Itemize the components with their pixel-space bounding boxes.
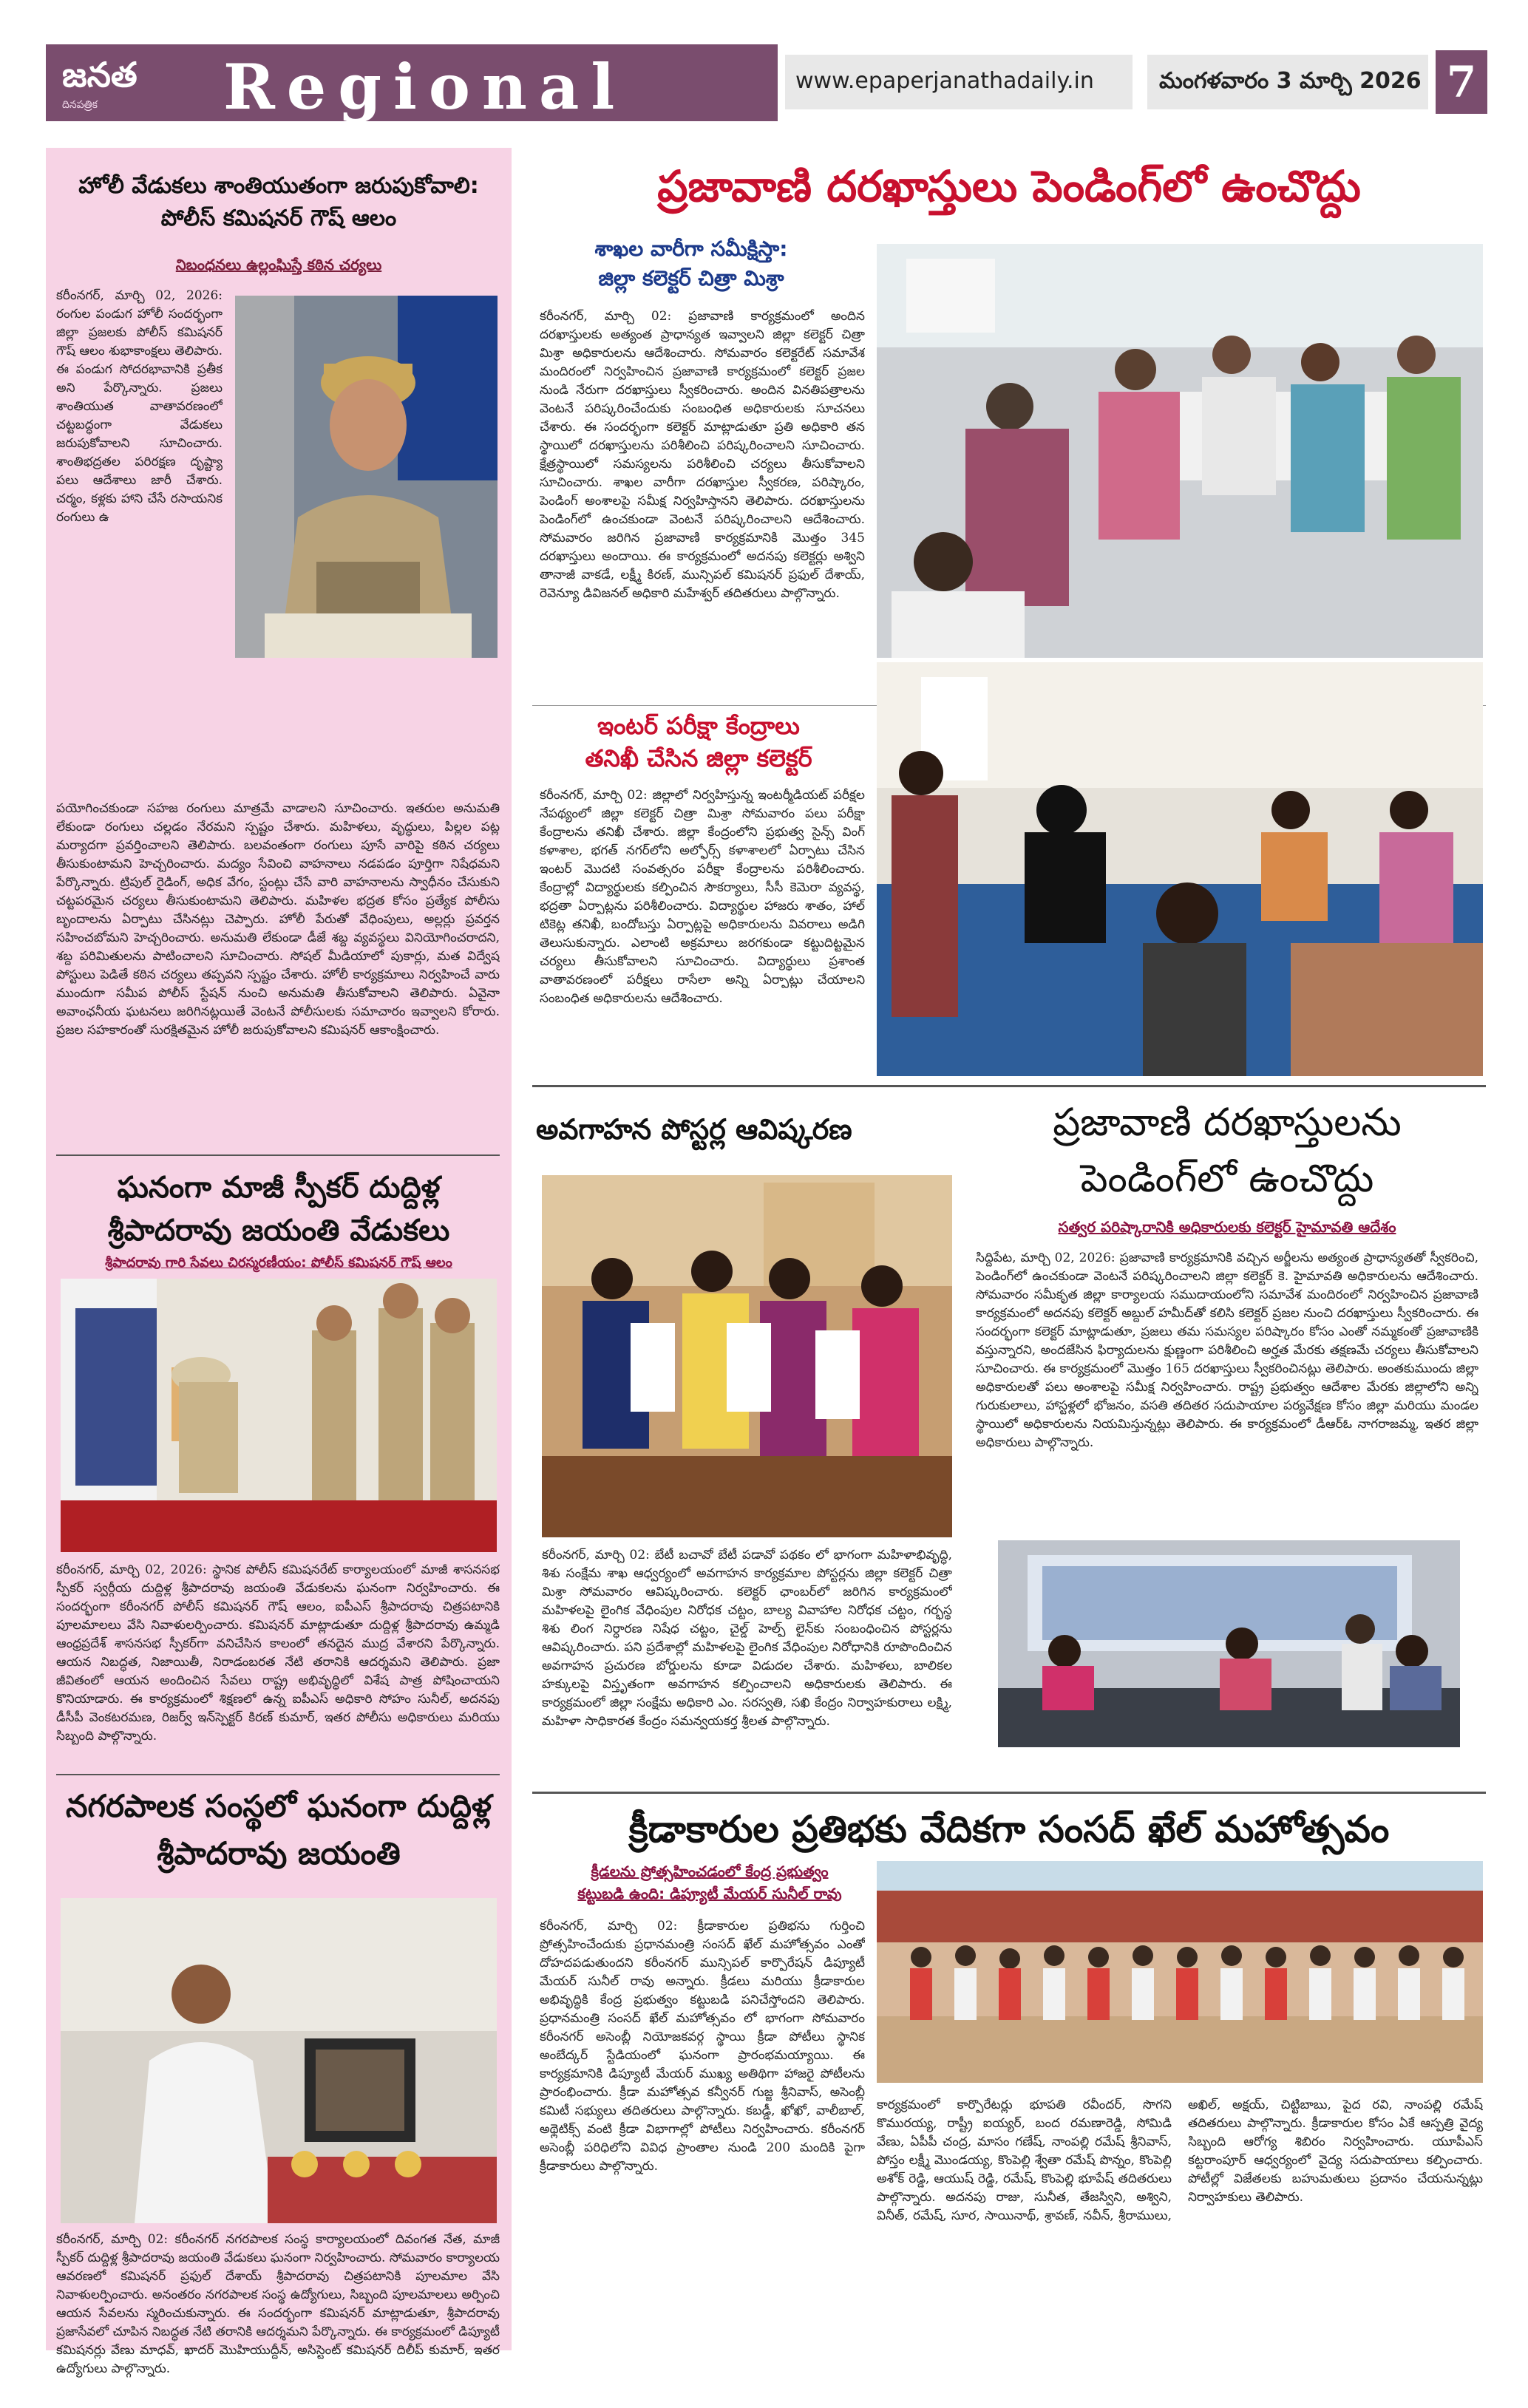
poster-launch-photo <box>542 1175 952 1537</box>
commissioner-photo <box>235 296 498 658</box>
khel-body-right: కార్యక్రమంలో కార్పొరేటర్లు భూపతి రవీందర్, సొగని కొమురయ్య, రాష్ట్రీ ఐయ్యర్, బంద రమణారెడ్డి, సోమిడి వేణు, ఏపీపీ చంద్ర, మాసం గణేష్, నాంపల్లి రమేష్ శ్రీనివాస్, పోస్తం లక్ష్మీ మొండయ్య, కొంపెల్లి శ్వేతా రమేష్ పొన్నం, కొంపెల్లి అశోక్ రెడ్డి, ఆయుష్ రెడ్డి, రమేష్, కొంపెల్లి భూపేష్ తదితరులు పాల్గొన్నారు. అదనపు రాజు, సునీత, తేజస్విని, అశ్విని, వినీత్, రమేష్, సూర, సాయినాథ్, శ్రావణ్, నవీన్, శ్రీరాములు, అఖిల్, అక్షయ్, చిట్టిబాబు, పైద రవి, నాంపల్లి రమేష్ తదితరులు పాల్గొన్నారు. క్రీడాకారుల కోసం ఏకే ఆస్పత్రి వైద్య సిబ్బంది ఆరోగ్య శిబిరం నిర్వహించారు. యూపీఎస్ కట్టరాంపూర్ ఆధ్వర్యంలో వైద్య సదుపాయాలు కల్పించారు. పోటీల్లో విజేతలకు బహుమతులు ప్రదానం చేయనున్నట్లు నిర్వాహకులు తెలిపారు. <box>877 2098 1483 2223</box>
jayanti-photo <box>61 1279 497 1552</box>
divider <box>532 1085 1486 1087</box>
prajavani-photo <box>877 244 1483 658</box>
section-bar <box>201 44 778 121</box>
municipal-headline: నగరపాలక సంస్థలో ఘనంగా దుద్దిళ్ల శ్రీపాదరావు జయంతి <box>65 1788 492 1871</box>
url-box <box>785 55 1133 109</box>
municipal-photo <box>61 1898 497 2223</box>
page-number: 7 <box>1436 50 1487 114</box>
logo-text: జనత <box>62 55 137 95</box>
logo-subtitle: దినపత్రిక <box>62 99 98 111</box>
holi-headline: హోలీ వేడుకలు శాంతియుతంగా జరుపుకోవాలి: పోలీస్ కమిషనర్ గౌష్ ఆలం <box>78 173 479 231</box>
siddipet-headline-1: ప్రజావాణి దరఖాస్తులను <box>1053 1101 1402 1145</box>
logo <box>46 44 201 121</box>
issue-date: మంగళవారం 3 మార్చి 2026 <box>1159 68 1422 94</box>
prajavani-headline: ప్రజావాణి దరఖాస్తులు పెండింగ్‌లో ఉంచొద్దు <box>657 161 1361 211</box>
holi-subhead: నిబంధనలు ఉల్లంఘిస్తే కఠిన చర్యలు <box>175 256 382 273</box>
khel-group-photo <box>877 1861 1483 2083</box>
prajavani-body: కరీంనగర్, మార్చి 02: ప్రజావాణి కార్యక్రమంలో అందిన దరఖాస్తులకు అత్యంత ప్రాధాన్యత ఇవ్వాలని జిల్లా కలెక్టర్ చిత్రా మిశ్రా అధికారులను ఆదేశించారు. సోమవారం కలెక్టరేట్ సమావేశ మందిరంలో నిర్వహించిన ప్రజావాణి కార్యక్రమంలో కలెక్టర్ ప్రజల నుండి నేరుగా దరఖాస్తులు స్వీకరించారు. అందిన వినతిపత్రాలను వెంటనే పరిష్కరించేందుకు సంబంధిత అధికారులకు సూచనలు చేశారు. ఈ సందర్భంగా కలెక్టర్ మాట్లాడుతూ ప్రతి అధికారి తన స్థాయిలో దరఖాస్తులను పరిశీలించి పరిష్కరించాలని సూచించారు. క్షేత్రస్థాయిలో సమస్యలను పరిశీలించి చర్యలు తీసుకోవాలని సూచించారు. శాఖల వారీగా దరఖాస్తుల స్వీకరణ, పరిష్కారం, పెండింగ్ అంశాలపై సమీక్ష నిర్వహిస్తానని తెలిపారు. దరఖాస్తులను పెండింగ్‌లో ఉంచకుండా వెంటనే పరిష్కరించాలని ఆదేశించారు. సోమవారం జరిగిన ప్రజావాణి కార్యక్రమానికి మొత్తం 345 దరఖాస్తులు అందాయి. ఈ కార్యక్రమంలో అదనపు కలెక్టర్లు అశ్విని తానాజీ వాకడే, లక్ష్మీ కిరణ్, మున్సిపల్ కమిషనర్ ప్రఫుల్ దేశాయ్, రెవెన్యూ డివిజనల్ అధికారి మహేశ్వర్ తదితరులు పాల్గొన్నారు. <box>540 309 865 601</box>
prajavani-subhead-1: శాఖల వారీగా సమీక్షిస్తా: <box>594 237 788 261</box>
left-column <box>46 148 512 2376</box>
holi-body: పయోగించకుండా సహజ రంగులు మాత్రమే వాడాలని సూచించారు. ఇతరుల అనుమతి లేకుండా రంగులు చల్లడం నేరమని స్పష్టం చేశారు. మహిళలు, వృద్ధులు, పిల్లల పట్ల మర్యాదగా ప్రవర్తించాలని తెలిపారు. బలవంతంగా రంగులు పూసే వారిపై కఠిన చర్యలు తీసుకుంటామని హెచ్చరించారు. మద్యం సేవించి వాహనాలు నడపడం పూర్తిగా నిషేధమని పేర్కొన్నారు. ట్రిపుల్ రైడింగ్, అధిక వేగం, స్టంట్లు చేసే వారి వాహనాలను స్వాధీనం చేసుకుని చట్టపరమైన చర్యలు తీసుకుంటామని తెలిపారు. మహిళల భద్రత కోసం ప్రత్యేక పోలీసు బృందాలను ఏర్పాటు చేసినట్లు చెప్పారు. హోలీ పేరుతో వేధింపులు, అల్లర్లు ప్రవర్తన సహించబోమని హెచ్చరించారు. అనుమతి లేకుండా డీజే శబ్ద వ్యవస్థలు వినియోగించరాదని, శబ్ద పరిమితులను పాటించాలని సూచించారు. సోషల్ మీడియాలో పుకార్లు, మత విద్వేష పోస్టులు పెడితే కఠిన చర్యలు తప్పవని స్పష్టం చేశారు. హోలీ కార్యక్రమాలు నిర్వహించే వారు ముందుగా సమీప పోలీస్ స్టేషన్ నుంచి అనుమతి తీసుకోవాలని తెలిపారు. ఏవైనా అవాంఛనీయ ఘటనలు జరిగినట్లయితే వెంటనే పోలీసులకు సమాచారం ఇవ్వాలని కోరారు. ప్రజల సహకారంతో సురక్షితమైన హోలీ జరుపుకోవాలని కమిషనర్ ఆకాంక్షించారు. <box>56 801 500 1038</box>
jayanti-body: కరీంనగర్, మార్చి 02, 2026: స్థానిక పోలీస్ కమిషనరేట్ కార్యాలయంలో మాజీ శాసనసభ స్పీకర్ స్వర్గీయ దుద్దిళ్ల శ్రీపాదరావు జయంతి వేడుకలను ఘనంగా నిర్వహించారు. ఈ సందర్భంగా కరీంనగర్ పోలీస్ కమిషనర్ గౌష్ ఆలం, ఐపీఎస్ శ్రీపాదరావు చిత్రపటానికి పూలమాలలు వేసి నివాళులర్పించారు. కమిషనర్ మాట్లాడుతూ దుద్దిళ్ల శ్రీపాదరావు ఉమ్మడి ఆంధ్రప్రదేశ్ శాసనసభ స్పీకర్‌గా వనిచేసిన కాలంలో తనదైన ముద్ర వేశారని పేర్కొన్నారు. ఆయన నిబద్ధత, నిజాయితీ, నిరాడంబరత నేటి తరానికి ఆదర్శమని తెలిపారు. ప్రజా జీవితంలో ఆయన అందించిన సేవలు రాష్ట్ర అభివృద్ధిలో విశేష పాత్ర పోషించాయని కొనియాడారు. ఈ కార్యక్రమంలో శిక్షణలో ఉన్న ఐపీఎస్ అధికారి సోహం సునీల్, అదనపు డీసీపీ వెంకటరమణ, రిజర్వ్ ఇన్‌స్పెక్టర్ కిరణ్ కుమార్, ఇతర పోలీసు అధికారులు మరియు సిబ్బంది పాల్గొన్నారు. <box>56 1562 500 1744</box>
khel-subhead-1: క్రీడలను ప్రోత్సహించడంలో కేంద్ర ప్రభుత్వం <box>591 1863 829 1880</box>
jayanti-subhead: శ్రీపాదరావు గారి సేవలు చిరస్మరణీయం: పోలీస్ కమిషనర్ గౌష్ ఆలం <box>105 1255 452 1271</box>
divider <box>532 1792 1486 1794</box>
inter-headline-1: ఇంటర్ పరీక్షా కేంద్రాలు <box>597 712 800 740</box>
holi-body-side: కరీంనగర్, మార్చి 02, 2026: రంగుల పండుగ హోలీ సందర్భంగా జిల్లా ప్రజలకు పోలీస్ కమిషనర్ గౌష్ ఆలం శుభాకాంక్షలు తెలిపారు. ఈ పండుగ సోదరభావానికి ప్రతీక అని పేర్కొన్నారు. ప్రజలు శాంతియుత వాతావరణంలో చట్టబద్ధంగా వేడుకలు జరుపుకోవాలని సూచించారు. శాంతిభద్రతల పరిరక్షణ దృష్ట్యా పలు ఆదేశాలు జారీ చేశారు. చర్మం, కళ్లకు హాని చేసే రసాయనిక రంగులు ఉ <box>56 288 223 525</box>
siddipet-headline-2: పెండింగ్‌లో ఉంచొద్దు <box>1080 1157 1374 1201</box>
prajavani-subhead-2: జిల్లా కలెక్టర్ చిత్రా మిశ్రా <box>598 266 784 290</box>
masthead <box>46 44 1487 121</box>
divider <box>56 1774 500 1775</box>
exam-hall-photo <box>877 662 1483 1076</box>
khel-subhead-2: కట్టుబడి ఉంది: డిప్యూటీ మేయర్ సునీల్ రావు <box>577 1885 842 1902</box>
inter-headline-2: తనిఖీ చేసిన జిల్లా కలెక్టర్ <box>585 744 812 772</box>
jayanti-headline: ఘనంగా మాజీ స్పీకర్ దుద్దిళ్ల శ్రీపాదరావు జయంతి వేడుకలు <box>107 1171 450 1248</box>
siddipet-body: సిద్దిపేట, మార్చి 02, 2026: ప్రజావాణి కార్యక్రమానికి వచ్చిన అర్జీలను అత్యంత ప్రాధాన్యతతో స్వీకరించి, పెండింగ్‌లో ఉంచకుండా వెంటనే పరిష్కరించాలని జిల్లా కలెక్టర్ కె. హైమావతి అధికారులను ఆదేశించారు. సోమవారం సమీకృత జిల్లా కార్యాలయ సముదాయంలోని సమావేశ మందిరంలో నిర్వహించిన ప్రజావాణి కార్యక్రమంలో అదనపు కలెక్టర్ అబ్దుల్ హమీద్‌తో కలిసి కలెక్టర్ ప్రజల నుంచి దరఖాస్తులు స్వీకరించారు. ఈ సందర్భంగా కలెక్టర్ మాట్లాడుతూ, ప్రజలు తమ సమస్యల పరిష్కారం కోసం ఎంతో నమ్మకంతో ప్రజావాణికి వస్తున్నారని, అందజేసిన ఫిర్యాదులను క్షుణ్ణంగా పరిశీలించి అర్హత మేరకు తక్షణమే చర్యలు తీసుకోవాలని సూచించారు. ఈ కార్యక్రమంలో మొత్తం 165 దరఖాస్తులు స్వీకరించినట్లు తెలిపారు. అంతకుముందు జిల్లా అధికారులతో పలు అంశాలపై సమీక్ష నిర్వహించారు. రాష్ట్ర ప్రభుత్వం ఆదేశాల మేరకు జిల్లాలోని అన్ని గురుకులాలు, హాస్టళ్లలో భోజనం, వసతి తదితర సదుపాయాల పర్యవేక్షణ కోసం జిల్లా మరియు మండల స్థాయిలో అధికారులను నియమిస్తున్నట్లు తెలిపారు. ఈ కార్యక్రమంలో డీఆర్‌ఓ నాగరాజమ్మ, ఇతర జిల్లా అధికారులు పాల్గొన్నారు. <box>976 1251 1478 1450</box>
siddipet-meeting-photo <box>998 1540 1460 1747</box>
section-title: Regional <box>223 50 627 123</box>
inter-body: కరీంనగర్, మార్చి 02: జిల్లాలో నిర్వహిస్తున్న ఇంటర్మీడియట్ పరీక్షల నేపథ్యంలో జిల్లా కలెక్టర్ చిత్రా మిశ్రా సోమవారం పలు పరీక్షా కేంద్రాలను తనిఖీ చేశారు. జిల్లా కేంద్రంలోని ప్రభుత్వ సైన్స్ వింగ్ కళాశాల, భగత్ నగర్‌లోని అల్ఫోర్స్ కళాశాలలో ఏర్పాటు చేసిన ఇంటర్ మొదటి సంవత్సరం పరీక్షా కేంద్రాలను పరిశీలించారు. కేంద్రాల్లో విద్యార్థులకు కల్పించిన సౌకర్యాలు, సీసీ కెమెరా వ్యవస్థ, భద్రతా ఏర్పాట్లను పరిశీలించారు. విద్యార్థుల హాజరు శాతం, హాల్ టికెట్ల తనిఖీ, బందోబస్తు ఏర్పాట్లపై అధికారులను వివరాలు అడిగి తెలుసుకున్నారు. ఎలాంటి అక్రమాలు జరగకుండా కట్టుదిట్టమైన చర్యలు తీసుకోవాలని సూచించారు. విద్యార్థులు ప్రశాంత వాతావరణంలో పరీక్షలు రాసేలా అన్ని ఏర్పాట్లు చేయాలని సంబంధిత అధికారులను ఆదేశించారు. <box>540 788 865 1006</box>
khel-body-left: కరీంనగర్, మార్చి 02: క్రీడాకారుల ప్రతిభను గుర్తించి ప్రోత్సహించేందుకు ప్రధానమంత్రి సంసద్ ఖేల్ మహోత్సవం ఎంతో దోహదపడుతుందని కరీంనగర్ మున్సిపల్ కార్పొరేషన్ డిప్యూటీ మేయర్ సునీల్ రావు అన్నారు. క్రీడలు మరియు క్రీడాకారుల అభివృద్ధికి కేంద్ర ప్రభుత్వం కట్టుబడి పనిచేస్తోందని తెలిపారు. ప్రధానమంత్రి సంసద్ ఖేల్ మహోత్సవం లో భాగంగా సోమవారం కరీంనగర్ అసెంబ్లీ నియోజకవర్గ స్థాయి క్రీడా పోటీలు స్థానిక అంబేద్కర్ స్టేడియంలో ఘనంగా ప్రారంభమయ్యాయి. ఈ కార్యక్రమానికి డిప్యూటీ మేయర్ ముఖ్య అతిథిగా హాజరై పోటీలను ప్రారంభించారు. క్రీడా మహోత్సవ కన్వీనర్ గుజ్జ శ్రీనివాస్, అసెంబ్లీ కమిటీ సభ్యులు తదితరులు పాల్గొన్నారు. కబడ్డీ, ఖోఖో, వాలీబాల్, అథ్లెటిక్స్ వంటి క్రీడా విభాగాల్లో పోటీలు నిర్వహించారు. కరీంనగర్ అసెంబ్లీ పరిధిలోని వివిధ ప్రాంతాల నుండి 200 మందికి పైగా క్రీడాకారులు పాల్గొన్నారు. <box>540 1919 865 2174</box>
khel-headline: క్రీడాకారుల ప్రతిభకు వేదికగా సంసద్ ఖేల్ మహోత్సవం <box>628 1808 1390 1851</box>
poster-body: కరీంనగర్, మార్చి 02: బేటీ బచావో బేటీ పడావో పథకం లో భాగంగా మహిళాభివృద్ధి, శిశు సంక్షేమ శాఖ ఆధ్వర్యంలో అవగాహన కార్యక్రమాల పోస్టర్లను జిల్లా కలెక్టర్ చిత్రా మిశ్రా సోమవారం ఆవిష్కరించారు. కలెక్టర్ ఛాంబర్‌లో జరిగిన కార్యక్రమంలో మహిళలపై లైంగిక వేధింపుల నిరోధక చట్టం, బాల్య వివాహాల నిరోధక చట్టం, గర్భస్థ శిశు లింగ నిర్ధారణ నిషేధ చట్టం, చైల్డ్ హెల్ప్ లైన్‌కు సంబంధించిన పోస్టర్లను ఆవిష్కరించారు. పని ప్రదేశాల్లో మహిళలపై లైంగిక వేధింపుల నిరోధానికి రూపొందించిన అవగాహన ప్రచురణ బోర్డులను కూడా విడుదల చేశారు. మహిళలు, బాలికల హక్కులపై విస్తృతంగా అవగాహన కల్పించాలని అధికారులకు తెలిపారు. ఈ కార్యక్రమంలో జిల్లా సంక్షేమ అధికారి ఎం. సరస్వతి, సఖి కేంద్రం నిర్వాహకురాలు లక్ష్మి, మహిళా సాధికారత కేంద్రం సమన్వయకర్త శ్రీలత పాల్గొన్నారు. <box>542 1548 952 1729</box>
poster-headline: అవగాహన పోస్టర్ల ఆవిష్కరణ <box>536 1113 852 1146</box>
site-url[interactable]: www.epaperjanathadaily.in <box>795 68 1094 94</box>
date-box <box>1147 55 1428 109</box>
municipal-body: కరీంనగర్, మార్చి 02: కరీంనగర్ నగరపాలక సంస్థ కార్యాలయంలో దివంగత నేత, మాజీ స్పీకర్ దుద్దిళ్ల శ్రీపాదరావు జయంతి వేడుకలు ఘనంగా నిర్వహించారు. సోమవారం కార్యాలయ ఆవరణలో కమిషనర్ ప్రఫుల్ దేశాయ్ శ్రీపాదరావు చిత్రపటానికి పూలమాల వేసి నివాళులర్పించారు. అనంతరం నగరపాలక సంస్థ ఉద్యోగులు, సిబ్బంది పూలమాలలు అర్పించి ఆయన సేవలను స్మరించుకున్నారు. ఈ సందర్భంగా కమిషనర్ మాట్లాడుతూ, శ్రీపాదరావు ప్రజాసేవలో చూపిన నిబద్ధత నేటి తరానికి ఆదర్శమని పేర్కొన్నారు. ఈ కార్యక్రమంలో డిప్యూటీ కమిషనర్లు వేణు మాధవ్, ఖాదర్ మొహియుద్దీన్, అసిస్టెంట్ కమిషనర్ దిలీప్ కుమార్, ఇతర ఉద్యోగులు పాల్గొన్నారు. <box>56 2232 500 2376</box>
siddipet-subhead: సత్వర పరిష్కారానికి అధికారులకు కలెక్టర్ హైమావతి ఆదేశం <box>1058 1218 1396 1236</box>
divider <box>56 1154 500 1156</box>
